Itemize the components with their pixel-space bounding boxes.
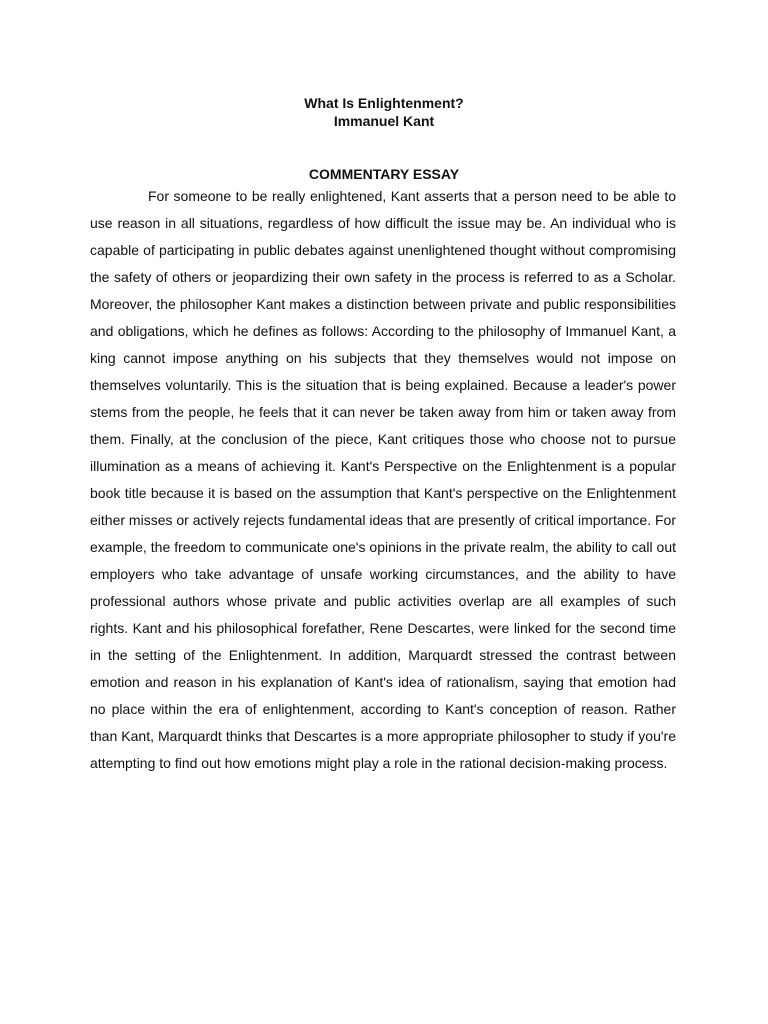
- document-author: Immanuel Kant: [333, 113, 435, 129]
- document-title: What Is Enlightenment?: [304, 95, 464, 111]
- essay-paragraph: For someone to be really enlightened, Kant asserts that a person need to be able to use reason in all situations, regardless of how difficult the issue may be. An individual who is capable of participating in public debates against unenlightened thought without compromising the safety of others or jeopardizing their own safety in the process is referred to as a Scholar. Moreover, the philosopher Kant makes a distinction between private and public responsibilities and obligations, which he defines as follows: According to the philosophy of Immanuel Kant, a king cannot impose anything on his subjects that they themselves would not impose on themselves voluntarily. This is the situation that is being explained. Because a leader's power stems from the people, he feels that it can never be taken away from him or taken away from them. Finally, at the conclusion of the piece, Kant critiques those who choose not to pursue illumination as a means of achieving it. Kant's Perspective on the Enlightenment is a popular book title because it is based on the assumption that Kant's perspective on the Enlightenment either misses or actively rejects fundamental ideas that are presently of critical importance. For example, the freedom to communicate one's opinions in the private realm, the ability to call out employers who take advantage of unsafe working circumstances, and the ability to have professional authors whose private and public activities overlap are all examples of such rights. Kant and his philosophical forefather, Rene Descartes, were linked for the second time in the setting of the Enlightenment. In addition, Marquardt stressed the contrast between emotion and reason in his explanation of Kant's idea of rationalism, saying that emotion had no place within the era of enlightenment, according to Kant's conception of reason. Rather than Kant, Marquardt thinks that Descartes is a more appropriate philosopher to study if you're attempting to find out how emotions might play a role in the rational decision-making process.: [90, 188, 676, 771]
- section-heading: COMMENTARY ESSAY: [308, 166, 460, 182]
